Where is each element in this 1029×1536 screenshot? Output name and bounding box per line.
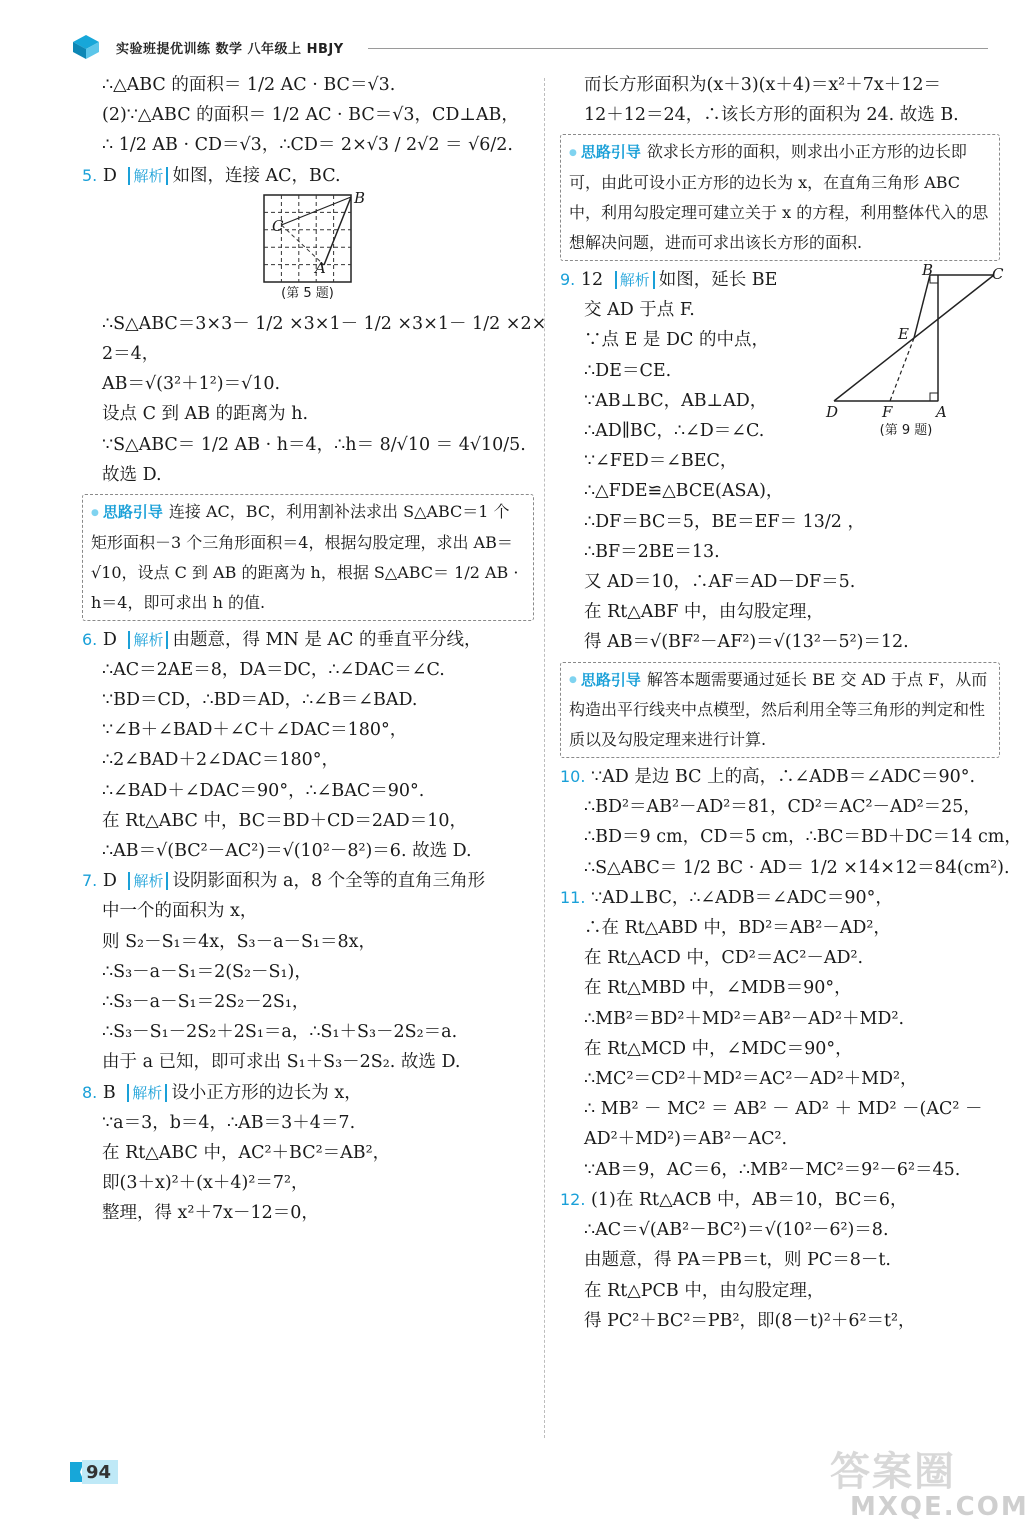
answer-line: 整理，得 x²＋7x－12＝0， xyxy=(102,1203,319,1224)
figure-label-a: A xyxy=(315,258,326,277)
answer-text: ∵AD⊥BC，∴∠ADB＝∠ADC＝90°， xyxy=(591,887,893,908)
question-7-header xyxy=(82,866,534,896)
answer-line: 则 S₂－S₁＝4x，S₃－a－S₁＝8x， xyxy=(102,931,377,952)
answer-line: ∴BD²＝AB²－AD²＝81，CD²＝AC²－AD²＝25， xyxy=(584,797,981,818)
question-number: 12. xyxy=(560,1189,586,1209)
question-number: 5. xyxy=(82,165,98,185)
figure-q9 xyxy=(826,260,1004,441)
answer-line: ∴∠BAD＋∠DAC＝90°，∴∠BAC＝90°. xyxy=(102,780,425,801)
question-9-block xyxy=(560,260,1004,658)
answer-line: ∴MC²＝CD²＋MD²＝AC²－AD²＋MD²， xyxy=(584,1069,918,1090)
analysis-tag: 解析 xyxy=(128,167,168,185)
question-12-header xyxy=(560,1185,1000,1215)
answer-line: ∵∠FED＝∠BEC， xyxy=(584,451,738,472)
answer-line: ∴2∠BAD＋2∠DAC＝180°， xyxy=(102,750,339,771)
analysis-tag: 解析 xyxy=(128,872,168,890)
answer-line: ∴S₃－S₁－2S₂＋2S₁＝a，∴S₁＋S₃－2S₂＝a. xyxy=(102,1022,458,1043)
answer-line: ∴ MB² － MC² ＝ AB² － AD² ＋ MD² －(AC² － xyxy=(584,1099,983,1120)
tip-text xyxy=(569,137,991,258)
answer-line: 即(3＋x)²＋(x＋4)²＝7²， xyxy=(102,1173,309,1194)
answer-line: ∵a＝3，b＝4，∴AB＝3＋4＝7. xyxy=(102,1112,356,1133)
analysis-tag: 解析 xyxy=(615,271,655,289)
answer-line: ∵∠B＋∠BAD＋∠C＋∠DAC＝180°， xyxy=(102,720,408,741)
answer-line: ∴S△ABC＝ 1/2 BC · AD＝ 1/2 ×14×12＝84(cm²). xyxy=(584,857,1010,878)
question-number: 7. xyxy=(82,871,98,891)
answer-line: 故选 D. xyxy=(102,464,162,485)
tip-label: ● 思路引导 xyxy=(569,143,641,161)
answer-text: 设小正方形的边长为 x， xyxy=(171,1082,362,1103)
answer-line: ∵AB⊥BC，AB⊥AD， xyxy=(584,390,768,411)
answer-line: (2)∵△ABC 的面积＝ 1/2 AC · BC＝√3，CD⊥AB， xyxy=(102,105,519,126)
figure-label-d: D xyxy=(826,402,839,421)
page-number: 94 xyxy=(86,1462,112,1483)
watermark-url: MXQE.COM xyxy=(850,1492,1029,1522)
answer-line: ∴S₃－a－S₁＝2(S₂－S₁)， xyxy=(102,961,312,982)
answer-line: ∴BF＝2BE＝13. xyxy=(584,541,720,562)
answer-choice: D xyxy=(102,629,117,650)
question-number: 11. xyxy=(560,887,586,907)
figure-label-b: B xyxy=(922,260,934,279)
header-rule xyxy=(368,48,988,49)
answer-line: ∴AD∥BC，∴∠D＝∠C. xyxy=(584,420,765,441)
answer-line: ∵AB＝9，AC＝6，∴MB²－MC²＝9²－6²＝45. xyxy=(584,1159,961,1180)
answer-line: 在 Rt△ABC 中，AC²＋BC²＝AB²， xyxy=(102,1142,391,1163)
grid-figure xyxy=(82,191,534,287)
question-number: 8. xyxy=(82,1082,98,1102)
answer-line: ∴ 1/2 AB · CD＝√3，∴CD＝ 2×√3 / 2√2 ＝ √6/2. xyxy=(102,135,513,156)
answer-line: ∴DE＝CE. xyxy=(584,360,672,381)
tip-content: 连接 AC，BC，利用割补法求出 S△ABC＝1 个矩形面积－3 个三角形面积＝4，根据勾股定理，求出 AB＝√10，设点 C 到 AB 的距离为 h，根据 S△ABC＝ 1/2 AB · h＝4，即可求出 h 的值. xyxy=(91,502,519,612)
question-number: 6. xyxy=(82,629,98,649)
answer-choice: B xyxy=(102,1082,116,1103)
left-column xyxy=(82,70,547,1229)
answer-line: ∴MB²＝BD²＋MD²＝AB²－AD²＋MD². xyxy=(584,1008,905,1029)
tip-content: 解答本题需要通过延长 BE 交 AD 于点 F，从而构造出平行线夹中点模型，然后利用全等三角形的判定和性质以及勾股定理来进行计算. xyxy=(569,669,988,750)
question-number: 9. xyxy=(560,269,576,289)
answer-line: ∴DF＝BC＝5，BE＝EF＝ 13/2 ， xyxy=(584,511,865,532)
question-10-header xyxy=(560,762,1000,792)
answer-value: 12 xyxy=(580,269,604,290)
figure-caption: (第 9 题) xyxy=(879,422,933,438)
answer-line: AB＝√(3²＋1²)＝√10. xyxy=(102,374,281,395)
answer-line: ∴△ABC 的面积＝ 1/2 AC · BC＝√3. xyxy=(102,75,396,95)
answer-line: ∵点 E 是 DC 的中点， xyxy=(584,330,769,351)
answer-line: 又 AD＝10，∴AF＝AD－DF＝5. xyxy=(584,571,856,592)
figure-label-b: B xyxy=(354,188,366,207)
answer-line: ∵S△ABC＝ 1/2 AB · h＝4，∴h＝ 8/√10 ＝ 4√10/5. xyxy=(102,434,526,455)
figure-caption: (第 5 题) xyxy=(281,285,334,301)
figure-q5 xyxy=(82,188,534,309)
answer-line: 在 Rt△PCB 中，由勾股定理， xyxy=(584,1280,825,1301)
answer-text: (1)在 Rt△ACB 中，AB＝10，BC＝6， xyxy=(591,1189,908,1210)
answer-line: 中一个的面积为 x， xyxy=(102,901,258,922)
figure-label-c: C xyxy=(272,216,284,235)
answer-line: ∴S₃－a－S₁＝2S₂－2S₁， xyxy=(102,991,310,1012)
tip-label: ● 思路引导 xyxy=(569,671,641,689)
question-number: 10. xyxy=(560,767,586,787)
book-logo-icon xyxy=(72,34,100,60)
answer-line: ∴BD＝9 cm，CD＝5 cm，∴BC＝BD＋DC＝14 cm， xyxy=(584,827,1022,848)
header-title: 实验班提优训练 数学 八年级上 HBJY xyxy=(116,42,344,57)
tip-box-q9 xyxy=(560,662,1000,759)
tip-box-q5 xyxy=(82,494,534,621)
answer-line: 交 AD 于点 F. xyxy=(584,300,695,321)
answer-line: 12＋12＝24，∴该长方形的面积为 24. 故选 B. xyxy=(584,105,959,126)
analysis-tag: 解析 xyxy=(127,1084,167,1102)
answer-line: 得 AB＝√(BF²－AF²)＝√(13²－5²)＝12. xyxy=(584,632,909,653)
question-5-header xyxy=(82,161,534,191)
answer-line: 2＝4， xyxy=(102,344,160,365)
answer-text: 如图，延长 BE xyxy=(658,269,778,290)
answer-line: 由题意，得 PA＝PB＝t，则 PC＝8－t. xyxy=(584,1250,891,1271)
answer-text: 如图，连接 AC，BC. xyxy=(172,165,341,186)
answer-line: 在 Rt△ACD 中，CD²＝AC²－AD². xyxy=(584,948,864,969)
tip-box-q8 xyxy=(560,134,1000,261)
answer-line: 设点 C 到 AB 的距离为 h. xyxy=(102,404,309,425)
answer-choice: D xyxy=(102,871,117,892)
page-number-badge xyxy=(70,1458,120,1486)
question-11-header xyxy=(560,883,1000,913)
watermark xyxy=(820,1440,1029,1530)
answer-choice: D xyxy=(102,165,117,186)
answer-line: 由于 a 已知，即可求出 S₁＋S₃－2S₂. 故选 D. xyxy=(102,1052,461,1073)
tip-content: 欲求长方形的面积，则求出小正方形的边长即可，由此可设小正方形的边长为 x，在直角三角形 ABC 中，利用勾股定理可建立关于 x 的方程，利用整体代入的思想解决问题，进而可求出该长方形的面积. xyxy=(569,142,989,252)
page-header xyxy=(0,0,1006,70)
figure-label-c: C xyxy=(992,264,1004,283)
answer-line: 在 Rt△ABF 中，由勾股定理， xyxy=(584,602,824,623)
column-divider xyxy=(544,78,545,1438)
tip-text xyxy=(91,497,525,618)
trapezoid-figure xyxy=(826,261,1000,421)
tip-label: ● 思路引导 xyxy=(91,503,163,521)
answer-line: ∴在 Rt△ABD 中，BD²＝AB²－AD²， xyxy=(584,918,891,939)
answer-line: 得 PC²＋BC²＝PB²，即(8－t)²＋6²＝t²， xyxy=(584,1310,916,1331)
answer-line: ∴S△ABC＝3×3－ 1/2 ×3×1－ 1/2 ×3×1－ 1/2 ×2× xyxy=(102,313,547,334)
right-column xyxy=(560,70,1022,1336)
question-6-header xyxy=(82,625,534,655)
answer-text: ∵AD 是边 BC 上的高，∴∠ADB＝∠ADC＝90°. xyxy=(591,767,976,788)
answer-line: ∴△FDE≌△BCE(ASA)， xyxy=(584,481,784,502)
question-8-header xyxy=(82,1078,534,1108)
answer-line: ∴AB＝√(BC²－AC²)＝√(10²－8²)＝6. 故选 D. xyxy=(102,840,472,861)
answer-line: 在 Rt△MCD 中，∠MDC＝90°， xyxy=(584,1038,853,1059)
answer-line: 而长方形面积为(x＋3)(x＋4)＝x²＋7x＋12＝ xyxy=(584,75,941,95)
answer-line: ∴AC＝2AE＝8，DA＝DC，∴∠DAC＝∠C. xyxy=(102,659,445,680)
answer-text: 设阴影面积为 a，8 个全等的直角三角形 xyxy=(172,871,486,892)
figure-label-a: A xyxy=(936,402,947,421)
watermark-text: 答案圈 xyxy=(830,1449,956,1495)
answer-text: 由题意，得 MN 是 AC 的垂直平分线， xyxy=(172,629,482,650)
tip-text xyxy=(569,665,991,756)
answer-line: ∴AC＝√(AB²－BC²)＝√(10²－6²)＝8. xyxy=(584,1220,889,1241)
figure-label-f: F xyxy=(882,402,893,421)
answer-line: ∵BD＝CD，∴BD＝AD，∴∠B＝∠BAD. xyxy=(102,689,418,710)
figure-label-e: E xyxy=(898,324,909,343)
analysis-tag: 解析 xyxy=(128,631,168,649)
answer-line: 在 Rt△ABC 中，BC＝BD＋CD＝2AD＝10， xyxy=(102,810,467,831)
answer-line: 在 Rt△MBD 中，∠MDB＝90°， xyxy=(584,978,852,999)
answer-line: AD²＋MD²)＝AB²－AC². xyxy=(584,1129,788,1150)
